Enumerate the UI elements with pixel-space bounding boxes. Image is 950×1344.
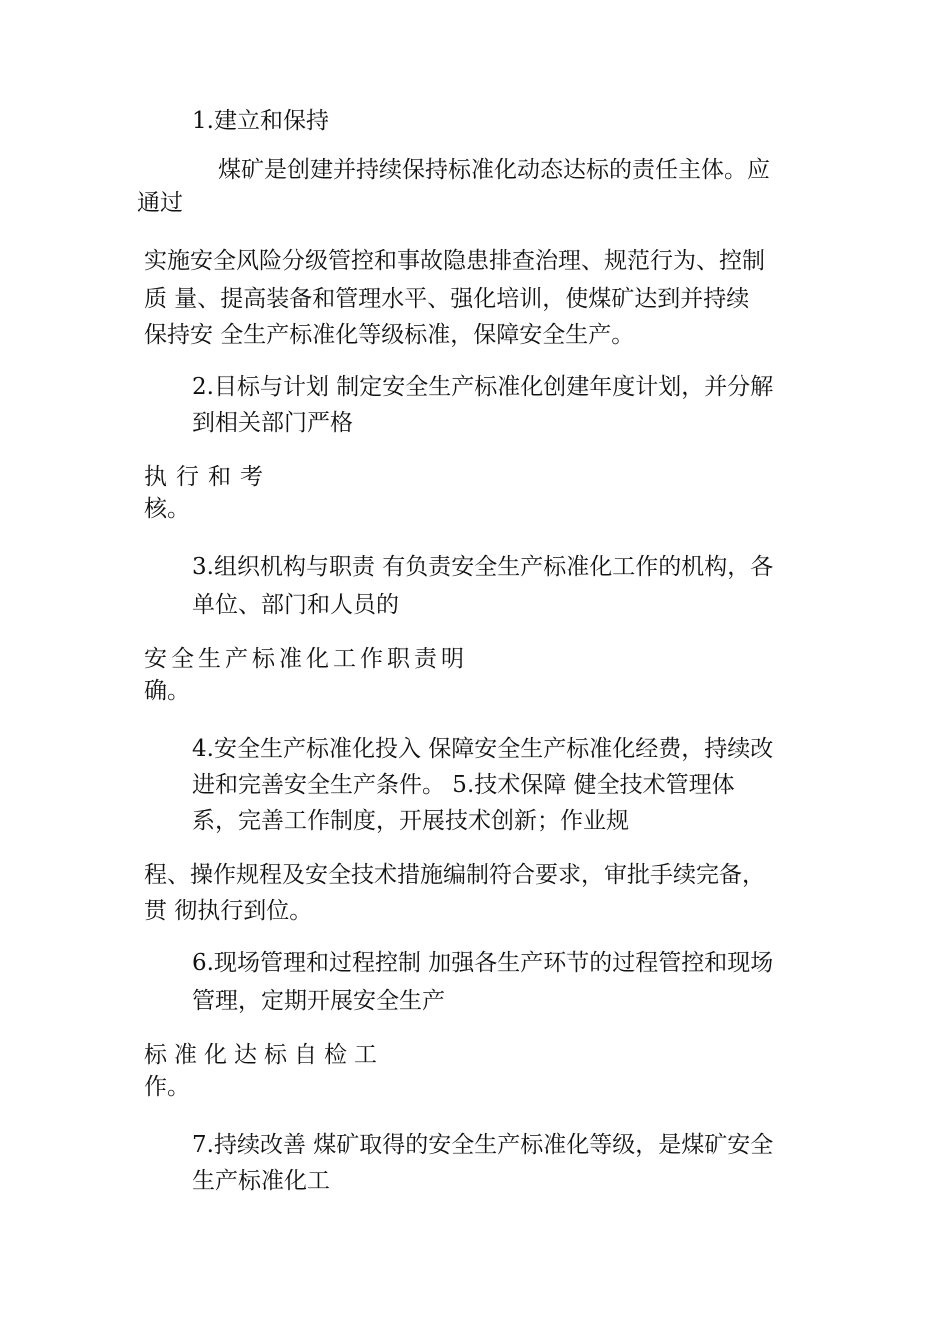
paragraph-line: 系，完善工作制度，开展技术创新；作业规	[192, 808, 629, 834]
paragraph-line: 生产标准化工	[192, 1168, 330, 1194]
paragraph-line: 标准化达标自检工	[144, 1042, 384, 1068]
paragraph-line: 进和完善安全生产条件。 5.技术保障 健全技术管理体	[192, 772, 735, 798]
paragraph-line: 确。	[144, 678, 190, 704]
heading-7: 7.持续改善 煤矿取得的安全生产标准化等级，是煤矿安全	[192, 1132, 774, 1158]
paragraph-line: 质 量、提高装备和管理水平、强化培训，使煤矿达到并持续	[144, 286, 750, 312]
paragraph-line: 核。	[144, 496, 190, 522]
heading-1: 1.建立和保持	[192, 108, 329, 134]
paragraph-line: 保持安 全生产标准化等级标准，保障安全生产。	[144, 322, 635, 348]
paragraph-line: 煤矿是创建并持续保持标准化动态达标的责任主体。应	[218, 157, 770, 183]
heading-2: 2.目标与计划 制定安全生产标准化创建年度计划，并分解	[192, 374, 774, 400]
heading-4: 4.安全生产标准化投入 保障安全生产标准化经费，持续改	[192, 736, 774, 762]
paragraph-line: 安全生产标准化工作职责明	[144, 646, 468, 672]
paragraph-line: 贯 彻执行到位。	[144, 898, 313, 924]
heading-3: 3.组织机构与职责 有负责安全生产标准化工作的机构，各	[192, 554, 774, 580]
paragraph-line: 管理，定期开展安全生产	[192, 988, 445, 1014]
heading-6: 6.现场管理和过程控制 加强各生产环节的过程管控和现场	[192, 950, 774, 976]
paragraph-line: 通过	[137, 190, 183, 216]
paragraph-line: 单位、部门和人员的	[192, 592, 399, 618]
paragraph-line: 执行和考	[144, 464, 272, 490]
paragraph-line: 到相关部门严格	[192, 410, 353, 436]
paragraph-line: 作。	[144, 1074, 190, 1100]
paragraph-line: 实施安全风险分级管控和事故隐患排查治理、规范行为、控制	[144, 248, 765, 274]
paragraph-line: 程、操作规程及安全技术措施编制符合要求，审批手续完备，	[144, 862, 765, 888]
